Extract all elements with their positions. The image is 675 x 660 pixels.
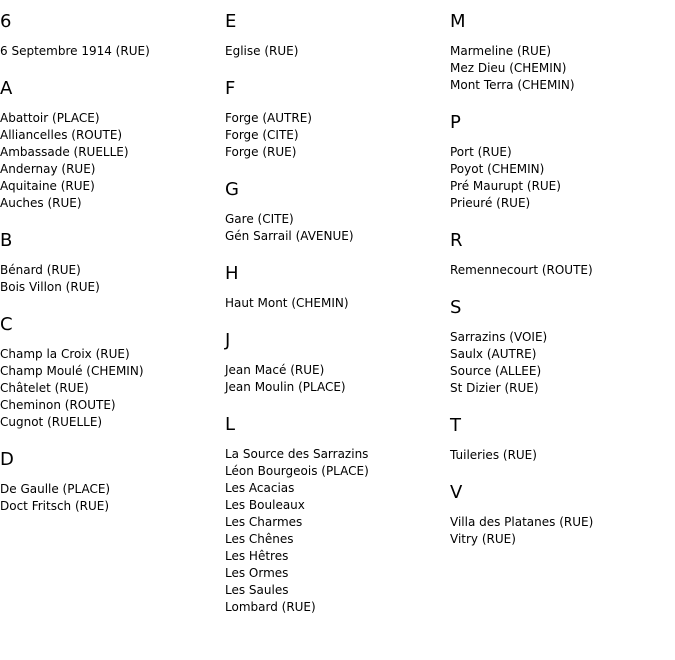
street-link[interactable]: Saulx (AUTRE) xyxy=(450,347,537,361)
letter-section xyxy=(225,180,447,245)
street-link[interactable]: Cugnot (RUELLE) xyxy=(0,415,103,429)
letter-section xyxy=(225,79,447,161)
street-link[interactable]: Mont Terra (CHEMIN) xyxy=(450,78,575,92)
section-letter-heading: 6 xyxy=(0,11,12,32)
street-index-column-3 xyxy=(450,12,672,567)
section-letter-heading: G xyxy=(225,179,239,200)
street-link[interactable]: Andernay (RUE) xyxy=(0,162,96,176)
street-link[interactable]: Jean Macé (RUE) xyxy=(225,363,325,377)
street-link[interactable]: Les Hêtres xyxy=(225,549,289,563)
street-link[interactable]: Châtelet (RUE) xyxy=(0,381,89,395)
letter-section xyxy=(450,416,672,464)
street-link[interactable]: Doct Fritsch (RUE) xyxy=(0,499,110,513)
section-letter-heading: T xyxy=(450,415,461,436)
street-link[interactable]: Auches (RUE) xyxy=(0,196,82,210)
street-index-column-2 xyxy=(225,12,447,635)
letter-section xyxy=(225,12,447,60)
section-letter-heading: V xyxy=(450,482,463,503)
street-link[interactable]: Marmeline (RUE) xyxy=(450,44,552,58)
section-letter-heading: S xyxy=(450,297,462,318)
section-letter-heading: R xyxy=(450,230,463,251)
street-link[interactable]: Champ la Croix (RUE) xyxy=(0,347,130,361)
street-link[interactable]: Haut Mont (CHEMIN) xyxy=(225,296,349,310)
section-letter-heading: M xyxy=(450,11,466,32)
section-letter-heading: F xyxy=(225,78,236,99)
street-link[interactable]: Les Acacias xyxy=(225,481,295,495)
street-link[interactable]: Gare (CITE) xyxy=(225,212,294,226)
letter-section xyxy=(450,12,672,94)
letter-section xyxy=(0,231,222,296)
section-letter-heading: J xyxy=(225,330,231,351)
letter-section xyxy=(0,315,222,431)
street-link[interactable]: De Gaulle (PLACE) xyxy=(0,482,111,496)
street-link[interactable]: Les Bouleaux xyxy=(225,498,305,512)
letter-section xyxy=(225,264,447,312)
section-letter-heading: L xyxy=(225,414,236,435)
street-link[interactable]: Forge (AUTRE) xyxy=(225,111,312,125)
section-letter-heading: P xyxy=(450,112,461,133)
street-link[interactable]: Bois Villon (RUE) xyxy=(0,280,100,294)
street-link[interactable]: Forge (CITE) xyxy=(225,128,299,142)
street-link[interactable]: Aquitaine (RUE) xyxy=(0,179,95,193)
letter-section xyxy=(450,298,672,397)
letter-section xyxy=(450,231,672,279)
street-link[interactable]: Bénard (RUE) xyxy=(0,263,81,277)
street-link[interactable]: Gén Sarrail (AVENUE) xyxy=(225,229,354,243)
street-link[interactable]: Les Saules xyxy=(225,583,289,597)
street-link[interactable]: Les Chênes xyxy=(225,532,294,546)
section-letter-heading: H xyxy=(225,263,239,284)
street-link[interactable]: Forge (RUE) xyxy=(225,145,297,159)
street-link[interactable]: Léon Bourgeois (PLACE) xyxy=(225,464,369,478)
section-letter-heading: A xyxy=(0,78,13,99)
street-link[interactable]: Pré Maurupt (RUE) xyxy=(450,179,561,193)
street-index-column-1 xyxy=(0,12,222,534)
street-link[interactable]: La Source des Sarrazins xyxy=(225,447,369,461)
street-link[interactable]: Sarrazins (VOIE) xyxy=(450,330,548,344)
street-link[interactable]: Port (RUE) xyxy=(450,145,512,159)
street-link[interactable]: Mez Dieu (CHEMIN) xyxy=(450,61,567,75)
letter-section xyxy=(225,415,447,616)
street-link[interactable]: Tuileries (RUE) xyxy=(450,448,537,462)
letter-section xyxy=(0,450,222,515)
section-letter-heading: E xyxy=(225,11,237,32)
street-link[interactable]: St Dizier (RUE) xyxy=(450,381,539,395)
street-link[interactable]: Abattoir (PLACE) xyxy=(0,111,100,125)
street-link[interactable]: Les Ormes xyxy=(225,566,289,580)
street-link[interactable]: Ambassade (RUELLE) xyxy=(0,145,129,159)
street-link[interactable]: Lombard (RUE) xyxy=(225,600,316,614)
street-link[interactable]: Champ Moulé (CHEMIN) xyxy=(0,364,144,378)
letter-section xyxy=(0,79,222,212)
section-letter-heading: C xyxy=(0,314,13,335)
street-link[interactable]: Source (ALLEE) xyxy=(450,364,542,378)
street-link[interactable]: Villa des Platanes (RUE) xyxy=(450,515,594,529)
letter-section xyxy=(0,12,222,60)
street-link[interactable]: Vitry (RUE) xyxy=(450,532,516,546)
street-link[interactable]: Prieuré (RUE) xyxy=(450,196,531,210)
street-link[interactable]: Remennecourt (ROUTE) xyxy=(450,263,593,277)
section-letter-heading: B xyxy=(0,230,13,251)
street-link[interactable]: Cheminon (ROUTE) xyxy=(0,398,116,412)
section-letter-heading: D xyxy=(0,449,14,470)
street-link[interactable]: Eglise (RUE) xyxy=(225,44,299,58)
street-link[interactable]: Poyot (CHEMIN) xyxy=(450,162,545,176)
street-link[interactable]: Alliancelles (ROUTE) xyxy=(0,128,123,142)
letter-section xyxy=(225,331,447,396)
street-link[interactable]: Les Charmes xyxy=(225,515,303,529)
letter-section xyxy=(450,113,672,212)
street-link[interactable]: 6 Septembre 1914 (RUE) xyxy=(0,44,150,58)
letter-section xyxy=(450,483,672,548)
street-link[interactable]: Jean Moulin (PLACE) xyxy=(225,380,346,394)
